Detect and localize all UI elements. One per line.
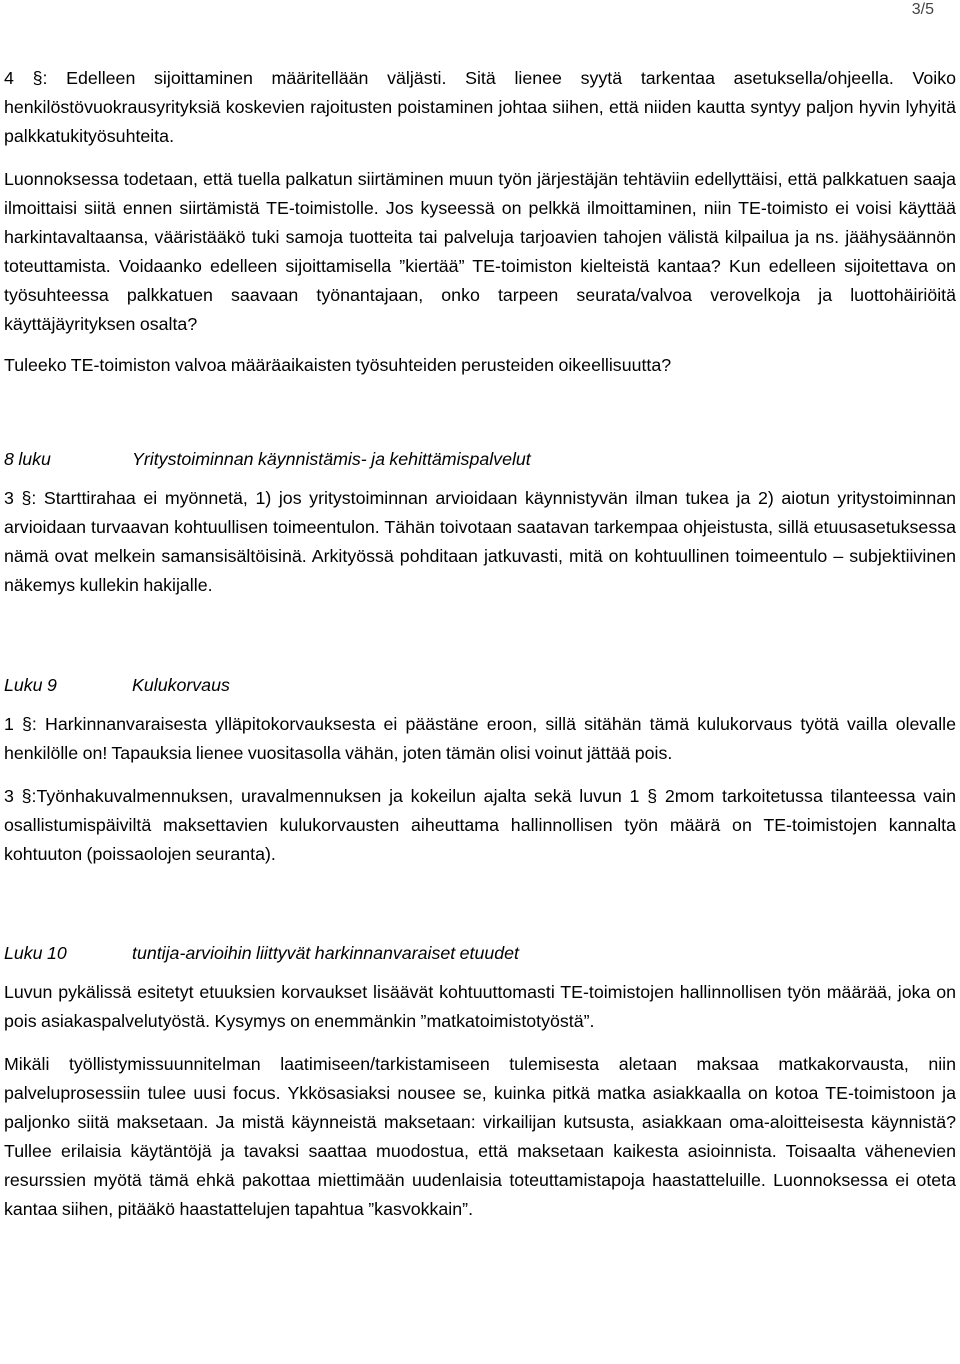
section-number: Luku 10 [4,943,67,963]
section-title: Kulukorvaus [132,675,230,695]
paragraph: Luvun pykälissä esitetyt etuuksien korvaukset lisäävät kohtuuttomasti TE-toimistojen hallinnollisen työn määrää, joka on pois asiakaspalvelutyöstä. Kysymys on enemmänkin ”matkatoimistotyöstä”. [4,982,956,1031]
section-heading-9 [4,671,956,700]
section-number: 8 luku [4,449,51,469]
paragraph: 3 §:Työnhakuvalmennuksen, uravalmennuksen ja kokeilun ajalta sekä luvun 1 § 2mom tarkoitetussa tilanteessa vain osallistumispäiviltä maksettavien kulukorvausten aiheuttama hallinnollisen työn määrä on TE-toimistojen kannalta kohtuuton (poissaolojen seuranta). [4,786,956,864]
paragraph: 4 §: Edelleen sijoittaminen määritellään väljästi. Sitä lienee syytä tarkentaa asetuksella/ohjeella. Voiko henkilöstövuokrausyrityksiä koskevien rajoitusten poistaminen johtaa siihen, että niiden kautta syntyy paljon hyvin lyhyitä palkkatukityösuhteita. [4,68,956,146]
paragraph: 3 §: Starttirahaa ei myönnetä, 1) jos yritystoiminnan arvioidaan käynnistyvän ilman tukea ja 2) aiotun yritystoiminnan arvioidaan turvaavan kohtuullisen toimeentulon. Tähän toivotaan saatavan tarkempaa ohjeistusta, sillä etuusasetuksessa nämä ovat melkein samansisältöisinä. Arkityössä pohditaan jatkuvasti, mitä on kohtuullinen toimeentulo – subjektiivinen näkemys kullekin hakijalle. [4,488,956,595]
paragraph: 1 §: Harkinnanvaraisesta ylläpitokorvauksesta ei päästäne eroon, sillä sitähän tämä kulukorvaus työtä vailla olevalle henkilölle on! Tapauksia lienee vuositasolla vähän, joten tämän olisi voinut jättää pois. [4,714,956,763]
page-number: 3/5 [911,1,934,18]
paragraph: Luonnoksessa todetaan, että tuella palkatun siirtäminen muun työn järjestäjän tehtäviin edellyttäisi, että palkkatuen saaja ilmoittaisi siitä ennen siirtämistä TE-toimistolle. Jos kyseessä on pelkkä ilmoittaminen, niin TE-toimisto ei voisi käyttää harkintavaltaansa, vääristääkö tuki samoja tuotteita tai palveluja tarjoavien tahojen välistä kilpailua ja ns. jäähysäännön toteuttamista. Voidaanko edelleen sijoittamisella ”kiertää” TE-toimiston kielteistä kantaa? Kun edelleen sijoitettava on työsuhteessa palkkatuen saavaan työnantajaan, onko tarpeen seurata/valvoa verovelkoja ja luottohäiriöitä käyttäjäyrityksen osalta? [4,169,956,334]
document-body [4,64,956,1224]
section-number: Luku 9 [4,675,57,695]
section-title: tuntija-arvioihin liittyvät harkinnanvaraiset etuudet [132,943,519,963]
section-heading-8 [4,445,956,474]
paragraph: Tuleeko TE-toimiston valvoa määräaikaisten työsuhteiden perusteiden oikeellisuutta? [4,355,672,375]
section-title: Yritystoiminnan käynnistämis- ja kehittämispalvelut [132,449,531,469]
paragraph: Mikäli työllistymissuunnitelman laatimiseen/tarkistamiseen tulemisesta aletaan maksaa matkakorvausta, niin palveluprosessiin tulee uusi focus. Ykkösasiaksi nousee se, kuinka pitkä matka asiakkaalla on kotoa TE-toimistoon ja paljonko siitä maksetaan. Ja mistä käynneistä maksetaan: virkailijan kutsusta, asiakkaan oma-aloitteisesta käynnistä? Tullee erilaisia käytäntöjä ja tavaksi saattaa muodostua, että maksetaan kaikesta asioinnista. Toisaalta vähenevien resurssien myötä tämä ehkä pakottaa miettimään uudenlaisia toteuttamistapoja haastatteluille. Luonnoksessa ei oteta kantaa siihen, pitääkö haastattelujen tapahtua ”kasvokkain”. [4,1054,956,1219]
section-heading-10 [4,939,956,968]
